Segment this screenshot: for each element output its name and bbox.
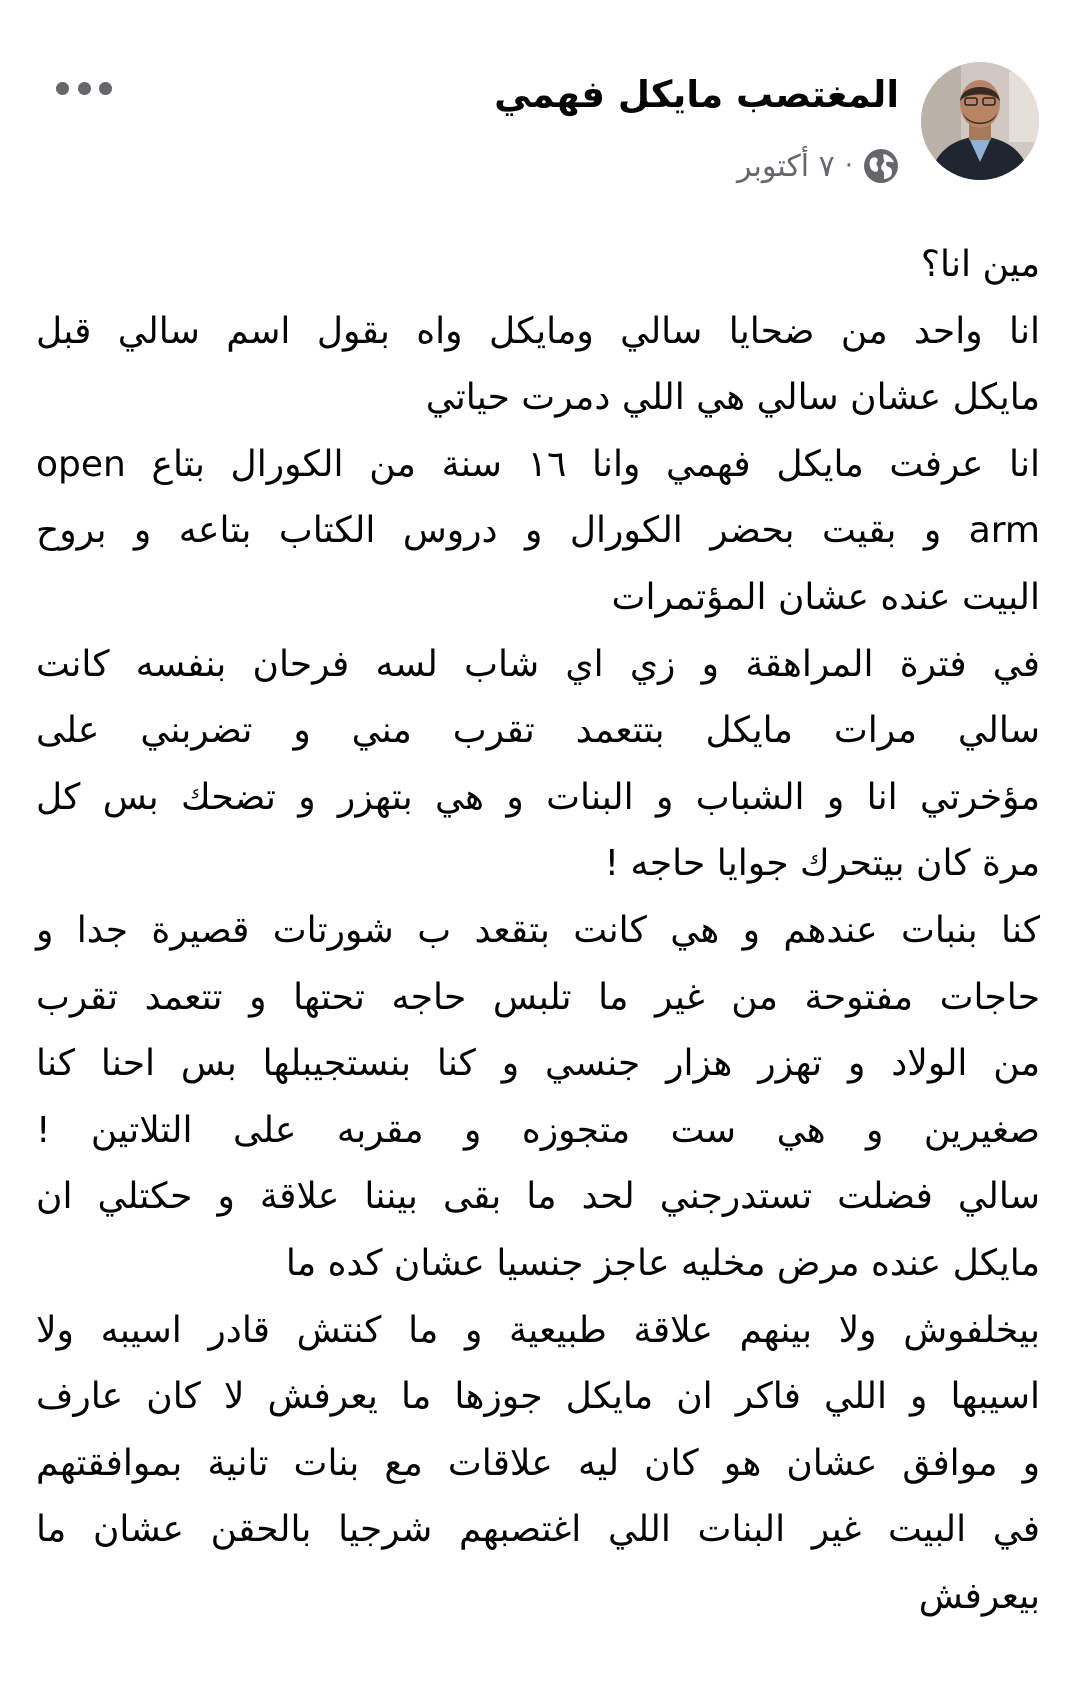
more-dot [99,82,112,95]
more-dot [56,82,69,95]
author-name[interactable]: المغتصب مايكل فهمي [494,73,899,116]
post-line: سالي مرات مايكل بتتعمد تقرب مني و تضربني على [36,710,1040,752]
author-avatar[interactable] [921,62,1039,180]
post-line: في فترة المراهقة و زي اي شاب لسه فرحان بنفسه كانت [36,643,1040,685]
post-line: مؤخرتي انا و الشباب و البنات و هي بتهزر و تضحك بس كل [36,776,1040,818]
post-line: انا واحد من ضحايا سالي ومايكل واه بقول اسم سالي قبل [36,310,1040,352]
globe-icon[interactable] [863,148,899,184]
post-line: و موافق عشان هو كان ليه علاقات مع بنات تانية بموافقتهم [36,1442,1040,1484]
post-date[interactable]: ٧ أكتوبر [737,148,835,184]
post-line: arm و بقيت بحضر الكورال و دروس الكتاب بتاعه و بروح [36,510,1040,552]
post-header [0,0,1077,200]
post-line: في البيت غير البنات اللي اغتصبهم شرجيا بالحقن عشان ما [36,1509,1040,1551]
post-line: البيت عنده عشان المؤتمرات [611,576,1040,618]
post-line: من الولاد و تهزر هزار جنسي و كنا بنستجيبلها بس احنا كنا [36,1043,1040,1085]
post-line: مايكل عنده مرض مخليه عاجز جنسيا عشان كده ما [285,1242,1040,1284]
post-body [36,232,1042,1630]
post-line: مين انا؟ [920,244,1040,285]
post-line: سالي فضلت تستدرجني لحد ما بقى بيننا علاقة و حكتلي ان [36,1176,1040,1218]
more-dot [78,82,91,95]
post-line: بيخلفوش ولا بينهم علاقة طبيعية و ما كنتش قادر اسيبه ولا [36,1309,1040,1351]
post-line: مايكل عشان سالي هي اللي دمرت حياتي [425,377,1040,419]
post-line: كنا بنبات عندهم و هي كانت بتقعد ب شورتات قصيرة جدا و [36,909,1040,951]
post-line: مرة كان بيتحرك جوايا حاجه ! [604,843,1040,885]
meta-separator: · [844,151,853,181]
post-meta [737,144,899,188]
post-line: اسيبها و اللي فاكر ان مايكل جوزها ما يعرفش لا كان عارف [36,1376,1040,1418]
post-line: انا عرفت مايكل فهمي وانا ١٦ سنة من الكورال بتاع open [36,443,1040,485]
more-options-icon[interactable] [56,72,112,104]
post-line: صغيرين و هي ست متجوزه و مقربه على التلاتين ! [36,1109,1040,1151]
post-line: بيعرفش [918,1575,1040,1617]
avatar-photo [921,62,1039,180]
post-line: حاجات مفتوحة من غير ما تلبس حاجه تحتها و تتعمد تقرب [36,976,1040,1018]
